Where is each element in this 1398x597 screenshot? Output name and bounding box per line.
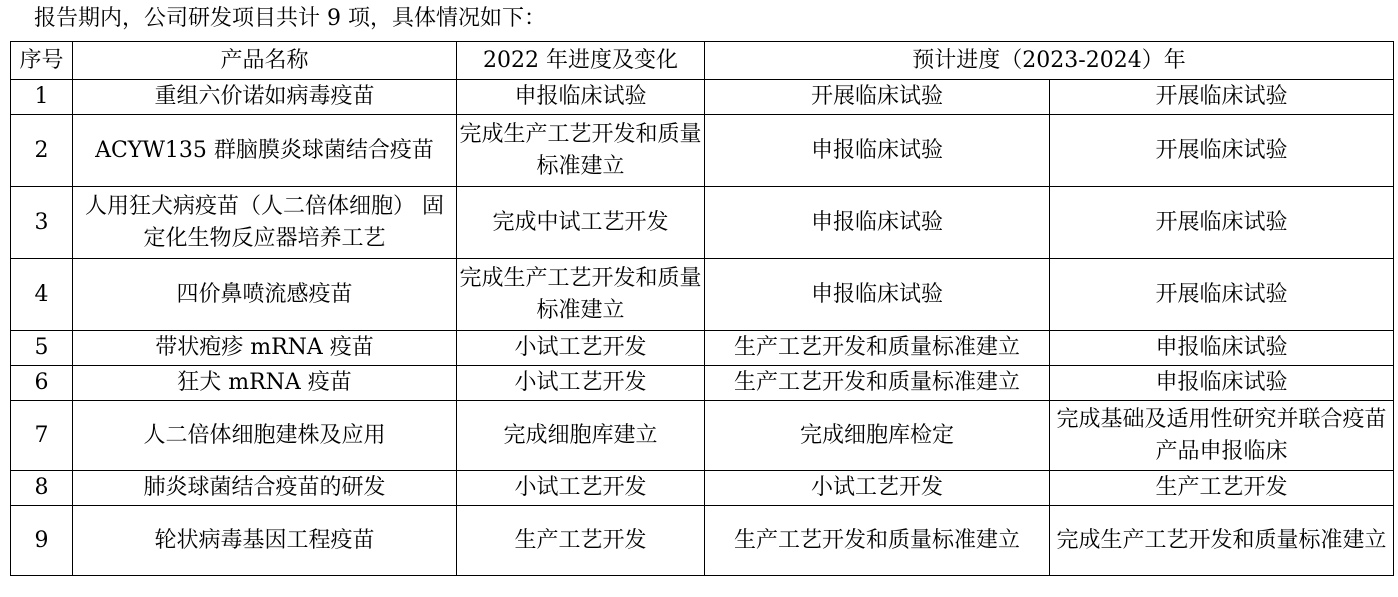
cell-progress-2022: 小试工艺开发 xyxy=(457,331,705,366)
cell-product-name: 重组六价诺如病毒疫苗 xyxy=(73,80,457,115)
table-row xyxy=(11,331,1394,366)
cell-no: 9 xyxy=(11,506,73,576)
cell-no: 5 xyxy=(11,331,73,366)
header-seq: 序号 xyxy=(11,42,73,80)
cell-expected-2024: 生产工艺开发 xyxy=(1050,471,1394,506)
cell-progress-2022: 小试工艺开发 xyxy=(457,366,705,401)
cell-expected-2023: 申报临床试验 xyxy=(705,115,1050,187)
cell-product-name: 带状疱疹 mRNA 疫苗 xyxy=(73,331,457,366)
cell-product-name: 四价鼻喷流感疫苗 xyxy=(73,259,457,331)
cell-expected-2024: 完成生产工艺开发和质量标准建立 xyxy=(1050,506,1394,576)
cell-expected-2023: 完成细胞库检定 xyxy=(705,401,1050,471)
cell-progress-2022: 完成生产工艺开发和质量标准建立 xyxy=(457,259,705,331)
cell-no: 7 xyxy=(11,401,73,471)
header-expected-progress: 预计进度（2023-2024）年 xyxy=(705,42,1394,80)
table-row xyxy=(11,115,1394,187)
cell-no: 6 xyxy=(11,366,73,401)
cell-progress-2022: 完成细胞库建立 xyxy=(457,401,705,471)
cell-progress-2022: 生产工艺开发 xyxy=(457,506,705,576)
cell-product-name: 人用狂犬病疫苗（人二倍体细胞） 固定化生物反应器培养工艺 xyxy=(73,187,457,259)
cell-expected-2024: 申报临床试验 xyxy=(1050,331,1394,366)
table-header-row xyxy=(11,42,1394,80)
header-progress-2022: 2022 年进度及变化 xyxy=(457,42,705,80)
table-row xyxy=(11,80,1394,115)
cell-no: 1 xyxy=(11,80,73,115)
cell-product-name: 人二倍体细胞建株及应用 xyxy=(73,401,457,471)
table-row xyxy=(11,366,1394,401)
cell-no: 2 xyxy=(11,115,73,187)
table-row xyxy=(11,506,1394,576)
cell-expected-2023: 申报临床试验 xyxy=(705,187,1050,259)
intro-text: 报告期内，公司研发项目共计 9 项，具体情况如下： xyxy=(34,6,546,31)
table-row xyxy=(11,471,1394,506)
cell-expected-2023: 生产工艺开发和质量标准建立 xyxy=(705,506,1050,576)
cell-expected-2024: 完成基础及适用性研究并联合疫苗产品申报临床 xyxy=(1050,401,1394,471)
cell-expected-2024: 开展临床试验 xyxy=(1050,115,1394,187)
cell-expected-2024: 开展临床试验 xyxy=(1050,259,1394,331)
header-product-name: 产品名称 xyxy=(73,42,457,80)
cell-product-name: 轮状病毒基因工程疫苗 xyxy=(73,506,457,576)
cell-product-name: 肺炎球菌结合疫苗的研发 xyxy=(73,471,457,506)
cell-progress-2022: 申报临床试验 xyxy=(457,80,705,115)
cell-expected-2023: 申报临床试验 xyxy=(705,259,1050,331)
cell-no: 3 xyxy=(11,187,73,259)
cell-expected-2023: 生产工艺开发和质量标准建立 xyxy=(705,331,1050,366)
cell-no: 4 xyxy=(11,259,73,331)
cell-expected-2023: 生产工艺开发和质量标准建立 xyxy=(705,366,1050,401)
rd-projects-table xyxy=(10,41,1394,576)
cell-expected-2023: 开展临床试验 xyxy=(705,80,1050,115)
cell-no: 8 xyxy=(11,471,73,506)
cell-expected-2024: 开展临床试验 xyxy=(1050,80,1394,115)
cell-expected-2024: 开展临床试验 xyxy=(1050,187,1394,259)
table-row xyxy=(11,187,1394,259)
cell-progress-2022: 完成生产工艺开发和质量标准建立 xyxy=(457,115,705,187)
cell-expected-2024: 申报临床试验 xyxy=(1050,366,1394,401)
cell-product-name: ACYW135 群脑膜炎球菌结合疫苗 xyxy=(73,115,457,187)
table-row xyxy=(11,401,1394,471)
cell-progress-2022: 完成中试工艺开发 xyxy=(457,187,705,259)
table-row xyxy=(11,259,1394,331)
cell-progress-2022: 小试工艺开发 xyxy=(457,471,705,506)
cell-expected-2023: 小试工艺开发 xyxy=(705,471,1050,506)
cell-product-name: 狂犬 mRNA 疫苗 xyxy=(73,366,457,401)
